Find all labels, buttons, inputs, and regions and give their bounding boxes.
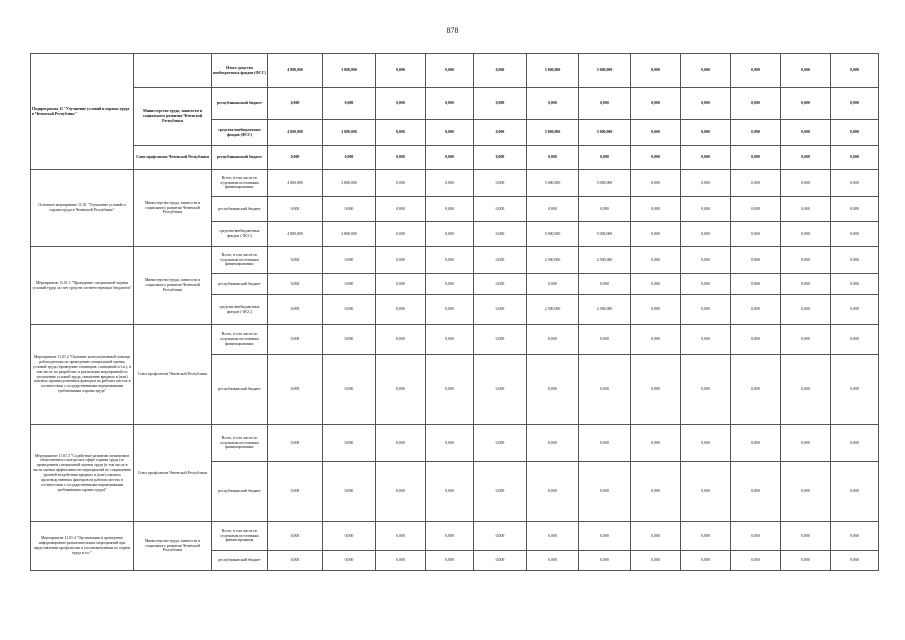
executor-cell: Министерство труда, занятости и социального развития Чеченской Республики xyxy=(134,247,212,325)
value-cell: 0,000 xyxy=(268,425,323,462)
value-cell: 0,000 xyxy=(323,355,376,425)
value-cell: 0,000 xyxy=(631,425,681,462)
executor-cell xyxy=(134,54,212,88)
value-cell: 0,000 xyxy=(474,170,527,197)
value-cell: 0,000 xyxy=(781,295,831,325)
value-cell: 0,000 xyxy=(681,197,731,222)
value-cell: 0,000 xyxy=(426,325,474,355)
executor-cell: Союз профсоюзов Чеченской Республики xyxy=(134,425,212,522)
value-cell: 0,000 xyxy=(831,355,879,425)
value-cell: 0,000 xyxy=(681,462,731,522)
value-cell: 0,000 xyxy=(831,522,879,551)
value-cell: 5 000,000 xyxy=(527,170,579,197)
value-cell: 0,000 xyxy=(527,425,579,462)
value-cell: 2 500,000 xyxy=(579,247,631,274)
value-cell: 0,000 xyxy=(681,355,731,425)
funding-source-cell: средства внебюджетных фондов (ФСС) xyxy=(212,120,268,146)
value-cell: 0,000 xyxy=(731,522,781,551)
value-cell: 0,000 xyxy=(426,170,474,197)
value-cell: 0,000 xyxy=(268,197,323,222)
value-cell: 0,000 xyxy=(323,325,376,355)
value-cell: 0,000 xyxy=(831,247,879,274)
value-cell: 3 800,000 xyxy=(323,120,376,146)
table-row xyxy=(31,54,879,88)
program-name-cell: Мероприятие 11.01.2 "Оказание консультативной помощи работодателям по проведению специальной оценки условий труда (проведение семинаров, совещаний и т.п.), в том числе по разработке и реализации мероприятий по улучшению условий труда, снижению вредных и (или) опасных производственных факторов на рабочих местах в соответствии с государственными нормативными требованиями охраны труда" xyxy=(31,325,134,425)
value-cell: 0,000 xyxy=(426,425,474,462)
value-cell: 0,000 xyxy=(376,146,426,170)
value-cell: 0,000 xyxy=(474,120,527,146)
value-cell: 2 500,000 xyxy=(527,247,579,274)
value-cell: 0,000 xyxy=(681,54,731,88)
value-cell: 0,000 xyxy=(376,247,426,274)
value-cell: 0,000 xyxy=(376,462,426,522)
table-row xyxy=(31,425,879,462)
value-cell: 5 000,000 xyxy=(579,54,631,88)
value-cell: 0,000 xyxy=(781,425,831,462)
value-cell: 0,000 xyxy=(323,425,376,462)
value-cell: 0,000 xyxy=(631,462,681,522)
value-cell: 0,000 xyxy=(474,551,527,571)
value-cell: 0,000 xyxy=(527,551,579,571)
value-cell: 0,000 xyxy=(731,325,781,355)
value-cell: 0,000 xyxy=(781,222,831,247)
value-cell: 0,000 xyxy=(731,551,781,571)
value-cell: 0,000 xyxy=(426,355,474,425)
value-cell: 5 000,000 xyxy=(527,120,579,146)
funding-source-cell: Всего, в том числе по отдельным источникам финансирования: xyxy=(212,170,268,197)
value-cell: 0,000 xyxy=(579,146,631,170)
value-cell: 0,000 xyxy=(323,462,376,522)
budget-table xyxy=(30,53,879,571)
value-cell: 0,000 xyxy=(474,274,527,295)
value-cell: 0,000 xyxy=(323,295,376,325)
value-cell: 0,000 xyxy=(268,247,323,274)
value-cell: 0,000 xyxy=(731,170,781,197)
funding-source-cell: средства внебюджетных фондов ( ФСС) xyxy=(212,295,268,325)
value-cell: 0,000 xyxy=(681,120,731,146)
value-cell: 0,000 xyxy=(831,551,879,571)
program-name-cell: Основное мероприятие 11.01 "Улучшение условий и охраны труда в Чеченской Республике" xyxy=(31,170,134,247)
value-cell: 0,000 xyxy=(323,522,376,551)
value-cell: 0,000 xyxy=(781,197,831,222)
value-cell: 0,000 xyxy=(631,54,681,88)
value-cell: 0,000 xyxy=(631,551,681,571)
program-name-cell: Мероприятие 11.01.3 "Содействие развитию механизмов общественного контроля в сфере охраны труда (за проведением специальной оценки труда (в том числе в части оценки эффективности мероприятий по сокращению уровней воздействия вредных и (или) опасных производственных факторов на рабочих местах в соответствии с государственными нормативными требованиями охраны труда)" xyxy=(31,425,134,522)
program-name-cell: Подпрограмма 11 "Улучшение условий и охраны труда в Чеченской Республике" xyxy=(31,54,134,170)
value-cell: 0,000 xyxy=(781,355,831,425)
table-row xyxy=(31,170,879,197)
value-cell: 0,000 xyxy=(426,120,474,146)
table-row xyxy=(31,146,879,170)
value-cell: 0,000 xyxy=(731,355,781,425)
value-cell: 0,000 xyxy=(376,295,426,325)
funding-source-cell: средства внебюджетных фондов ( ФСС) xyxy=(212,222,268,247)
value-cell: 0,000 xyxy=(376,274,426,295)
value-cell: 0,000 xyxy=(831,222,879,247)
value-cell: 0,000 xyxy=(579,325,631,355)
value-cell: 0,000 xyxy=(426,222,474,247)
value-cell: 0,000 xyxy=(474,146,527,170)
value-cell: 0,000 xyxy=(323,88,376,120)
value-cell: 0,000 xyxy=(426,54,474,88)
funding-source-cell: республиканский бюджет xyxy=(212,197,268,222)
value-cell: 0,000 xyxy=(731,295,781,325)
value-cell: 0,000 xyxy=(376,222,426,247)
value-cell: 0,000 xyxy=(681,551,731,571)
value-cell: 0,000 xyxy=(426,274,474,295)
value-cell: 0,000 xyxy=(426,551,474,571)
value-cell: 0,000 xyxy=(781,247,831,274)
value-cell: 0,000 xyxy=(474,54,527,88)
funding-source-cell: республиканский бюджет xyxy=(212,274,268,295)
value-cell: 0,000 xyxy=(376,522,426,551)
value-cell: 0,000 xyxy=(631,146,681,170)
value-cell: 0,000 xyxy=(781,274,831,295)
value-cell: 0,000 xyxy=(579,462,631,522)
value-cell: 0,000 xyxy=(631,247,681,274)
value-cell: 0,000 xyxy=(527,462,579,522)
value-cell: 5 000,000 xyxy=(579,120,631,146)
value-cell: 0,000 xyxy=(731,222,781,247)
value-cell: 0,000 xyxy=(376,325,426,355)
value-cell: 0,000 xyxy=(426,146,474,170)
value-cell: 0,000 xyxy=(426,295,474,325)
table-row xyxy=(31,88,879,120)
value-cell: 0,000 xyxy=(527,522,579,551)
value-cell: 5 000,000 xyxy=(579,222,631,247)
value-cell: 0,000 xyxy=(376,425,426,462)
value-cell: 0,000 xyxy=(831,197,879,222)
page-number: 878 xyxy=(446,26,459,35)
value-cell: 0,000 xyxy=(376,551,426,571)
value-cell: 0,000 xyxy=(831,425,879,462)
value-cell: 0,000 xyxy=(781,146,831,170)
value-cell: 0,000 xyxy=(579,522,631,551)
value-cell: 0,000 xyxy=(376,54,426,88)
funding-source-cell: республиканский бюджет xyxy=(212,551,268,571)
value-cell: 4 800,000 xyxy=(268,170,323,197)
funding-source-cell: Всего, в том числе по отдельным источникам финансирования: xyxy=(212,325,268,355)
executor-cell: Союз профсоюзов Чеченской Республики xyxy=(134,325,212,425)
value-cell: 0,000 xyxy=(579,197,631,222)
executor-cell: Союз профсоюзов Чеченской Республики xyxy=(134,146,212,170)
value-cell: 0,000 xyxy=(579,355,631,425)
value-cell: 0,000 xyxy=(781,170,831,197)
value-cell: 0,000 xyxy=(681,247,731,274)
value-cell: 0,000 xyxy=(376,170,426,197)
value-cell: 0,000 xyxy=(731,425,781,462)
value-cell: 0,000 xyxy=(268,355,323,425)
value-cell: 3 800,000 xyxy=(323,170,376,197)
value-cell: 5 000,000 xyxy=(579,170,631,197)
value-cell: 0,000 xyxy=(323,247,376,274)
value-cell: 0,000 xyxy=(781,462,831,522)
funding-source-cell: республиканский бюджет xyxy=(212,462,268,522)
value-cell: 0,000 xyxy=(268,522,323,551)
value-cell: 0,000 xyxy=(631,222,681,247)
value-cell: 0,000 xyxy=(268,274,323,295)
value-cell: 0,000 xyxy=(474,222,527,247)
value-cell: 4 800,000 xyxy=(268,120,323,146)
value-cell: 5 000,000 xyxy=(527,54,579,88)
value-cell: 0,000 xyxy=(474,88,527,120)
executor-cell: Министерство труда, занятости и социального развития Чеченской Республики xyxy=(134,88,212,146)
value-cell: 0,000 xyxy=(426,247,474,274)
value-cell: 0,000 xyxy=(268,325,323,355)
value-cell: 0,000 xyxy=(831,88,879,120)
value-cell: 0,000 xyxy=(781,325,831,355)
value-cell: 0,000 xyxy=(681,325,731,355)
value-cell: 0,000 xyxy=(268,295,323,325)
value-cell: 0,000 xyxy=(579,274,631,295)
funding-source-cell: республиканский бюджет xyxy=(212,355,268,425)
executor-cell: Министерство труда, занятости и социального развития Чеченской Республики xyxy=(134,522,212,571)
value-cell: 0,000 xyxy=(831,462,879,522)
value-cell: 2 500,000 xyxy=(579,295,631,325)
value-cell: 0,000 xyxy=(631,170,681,197)
value-cell: 0,000 xyxy=(579,88,631,120)
value-cell: 0,000 xyxy=(631,274,681,295)
value-cell: 0,000 xyxy=(681,425,731,462)
value-cell: 0,000 xyxy=(268,551,323,571)
value-cell: 0,000 xyxy=(426,88,474,120)
value-cell: 0,000 xyxy=(426,462,474,522)
value-cell: 0,000 xyxy=(527,325,579,355)
value-cell: 0,000 xyxy=(323,197,376,222)
value-cell: 0,000 xyxy=(527,274,579,295)
value-cell: 0,000 xyxy=(681,522,731,551)
value-cell: 0,000 xyxy=(731,88,781,120)
value-cell: 0,000 xyxy=(323,274,376,295)
value-cell: 0,000 xyxy=(323,146,376,170)
value-cell: 0,000 xyxy=(323,551,376,571)
value-cell: 0,000 xyxy=(376,120,426,146)
value-cell: 0,000 xyxy=(376,88,426,120)
value-cell: 0,000 xyxy=(681,88,731,120)
value-cell: 2 500,000 xyxy=(527,295,579,325)
value-cell: 0,000 xyxy=(731,274,781,295)
value-cell: 0,000 xyxy=(831,120,879,146)
value-cell: 0,000 xyxy=(268,146,323,170)
value-cell: 0,000 xyxy=(631,197,681,222)
table-row xyxy=(31,247,879,274)
value-cell: 0,000 xyxy=(781,120,831,146)
value-cell: 0,000 xyxy=(268,462,323,522)
value-cell: 0,000 xyxy=(631,325,681,355)
value-cell: 0,000 xyxy=(681,170,731,197)
value-cell: 0,000 xyxy=(527,355,579,425)
value-cell: 0,000 xyxy=(579,425,631,462)
value-cell: 0,000 xyxy=(426,197,474,222)
value-cell: 0,000 xyxy=(781,88,831,120)
program-name-cell: Мероприятие 11.01.4 "Организация и проведение информационно-разъяснительных мероприятий при представлении профсоюзам и уполномоченным по охране труда и т.п." xyxy=(31,522,134,571)
value-cell: 0,000 xyxy=(631,295,681,325)
value-cell: 0,000 xyxy=(681,222,731,247)
funding-source-cell: республиканский бюджет xyxy=(212,88,268,120)
value-cell: 0,000 xyxy=(527,88,579,120)
value-cell: 4 800,000 xyxy=(268,222,323,247)
value-cell: 0,000 xyxy=(731,197,781,222)
value-cell: 4 800,000 xyxy=(268,54,323,88)
value-cell: 5 000,000 xyxy=(527,222,579,247)
value-cell: 0,000 xyxy=(731,247,781,274)
value-cell: 0,000 xyxy=(781,551,831,571)
funding-source-cell: Всего, в том числе по отдельным источникам финансирования: xyxy=(212,247,268,274)
funding-source-cell: Итого средства внебюджетных фондов (ФСС) xyxy=(212,54,268,88)
value-cell: 0,000 xyxy=(268,88,323,120)
value-cell: 0,000 xyxy=(831,146,879,170)
value-cell: 0,000 xyxy=(527,146,579,170)
value-cell: 0,000 xyxy=(631,88,681,120)
value-cell: 0,000 xyxy=(474,522,527,551)
value-cell: 0,000 xyxy=(831,274,879,295)
executor-cell: Министерство труда, занятости и социального развития Чеченской Республики xyxy=(134,170,212,247)
value-cell: 0,000 xyxy=(631,120,681,146)
value-cell: 0,000 xyxy=(376,355,426,425)
value-cell: 0,000 xyxy=(631,522,681,551)
value-cell: 0,000 xyxy=(426,522,474,551)
value-cell: 0,000 xyxy=(376,197,426,222)
value-cell: 0,000 xyxy=(579,551,631,571)
funding-source-cell: Всего, в том числе по отдельным источникам финансирования: xyxy=(212,425,268,462)
value-cell: 0,000 xyxy=(831,325,879,355)
value-cell: 0,000 xyxy=(474,325,527,355)
value-cell: 0,000 xyxy=(474,247,527,274)
value-cell: 0,000 xyxy=(527,197,579,222)
value-cell: 0,000 xyxy=(474,425,527,462)
value-cell: 0,000 xyxy=(731,54,781,88)
value-cell: 0,000 xyxy=(474,295,527,325)
value-cell: 0,000 xyxy=(781,522,831,551)
table-row xyxy=(31,325,879,355)
value-cell: 0,000 xyxy=(831,54,879,88)
value-cell: 3 800,000 xyxy=(323,54,376,88)
funding-source-cell: Всего, в том числе по отдельным источникам финансирования xyxy=(212,522,268,551)
value-cell: 0,000 xyxy=(474,197,527,222)
value-cell: 3 800,000 xyxy=(323,222,376,247)
value-cell: 0,000 xyxy=(831,170,879,197)
value-cell: 0,000 xyxy=(474,355,527,425)
value-cell: 0,000 xyxy=(681,295,731,325)
value-cell: 0,000 xyxy=(831,295,879,325)
value-cell: 0,000 xyxy=(781,54,831,88)
value-cell: 0,000 xyxy=(681,146,731,170)
value-cell: 0,000 xyxy=(731,146,781,170)
value-cell: 0,000 xyxy=(731,120,781,146)
funding-source-cell: республиканский бюджет xyxy=(212,146,268,170)
value-cell: 0,000 xyxy=(631,355,681,425)
value-cell: 0,000 xyxy=(731,462,781,522)
program-name-cell: Мероприятие 11.01.1 "Проведение специальной оценки условий труда за счет средств соответствующих бюджетов" xyxy=(31,247,134,325)
value-cell: 0,000 xyxy=(681,274,731,295)
value-cell: 0,000 xyxy=(474,462,527,522)
table-row xyxy=(31,522,879,551)
